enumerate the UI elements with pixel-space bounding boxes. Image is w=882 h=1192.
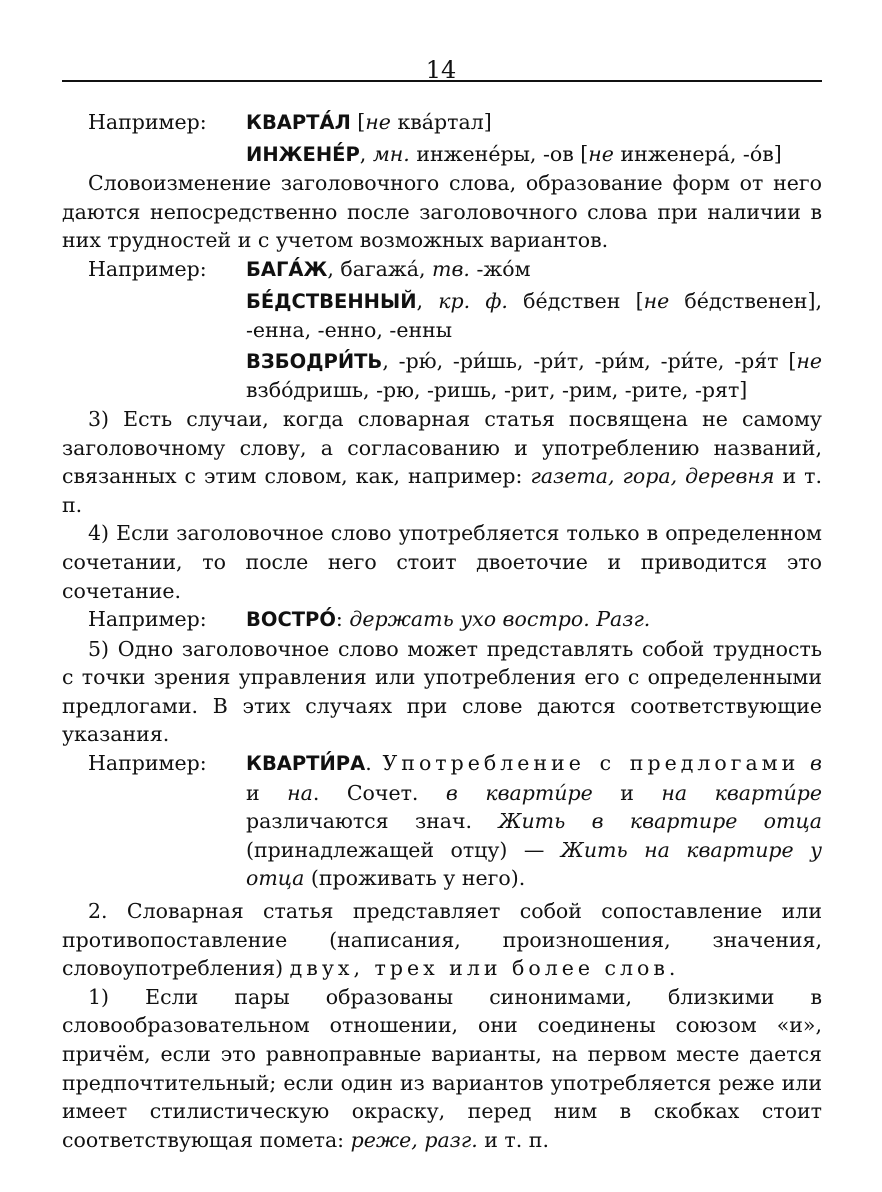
entry-body	[246, 605, 822, 635]
example-inzhener	[62, 140, 822, 170]
entry-italic: мн.	[372, 141, 410, 166]
example-bedstvenny	[62, 287, 822, 345]
headword: КВАРТИ́РА	[246, 752, 366, 776]
header-rule	[62, 80, 822, 82]
entry-text: -жо́м	[469, 256, 531, 281]
entry-text: бе́дственен], -енна, -енно, -енны	[246, 288, 822, 343]
example-vostro	[62, 605, 822, 635]
entry-text	[799, 751, 810, 775]
entry-text: :	[335, 607, 350, 632]
entry-text: (принадлежащей отцу) —	[246, 837, 561, 862]
headword: ИНЖЕНЕ́Р	[246, 142, 360, 166]
example-label-spacer	[62, 287, 246, 345]
headword: БАГА́Ж	[246, 257, 328, 281]
entry-text: .	[365, 751, 383, 776]
example-label: Например:	[88, 607, 207, 632]
entry-text: ,	[359, 141, 373, 166]
entry-body	[246, 749, 822, 893]
page-content	[62, 108, 822, 1154]
example-label: Например:	[88, 256, 207, 281]
entry-italic: тв.	[432, 256, 470, 281]
paragraph-text: и т. п.	[477, 1127, 549, 1152]
paragraph-inflection: Словоизменение заголовочного слова, образование форм от него даются непосредственно после заголовочного слова при наличии в них трудностей и с учетом возможных вариантов.	[62, 171, 822, 253]
example-kvartira	[62, 749, 822, 893]
entry-italic: кр. ф.	[438, 288, 508, 313]
entry-text: инженера́, -о́в]	[613, 141, 782, 166]
paragraph-case-1	[62, 983, 822, 1155]
entry-italic: на	[287, 780, 313, 805]
paragraph-section-2	[62, 897, 822, 983]
entry-body	[246, 255, 822, 285]
entry-italic: не	[643, 288, 670, 313]
entry-text: инжене́ры, -ов [	[409, 141, 589, 166]
entry-text: , -рю́, -ри́шь, -ри́т, -ри́м, -ри́те, -ря́т [	[382, 348, 797, 373]
example-bagazh	[62, 255, 822, 285]
paragraph-text: и т. п.	[62, 464, 822, 517]
entry-body	[246, 287, 822, 345]
example-kvartal	[62, 108, 822, 138]
page-number: 14	[425, 56, 457, 84]
paragraph-text: .	[668, 956, 676, 981]
paragraph-case-4: 4) Если заголовочное слово употребляется только в определенном сочетании, то после него стоит двоеточие и приводится это сочетание.	[62, 521, 822, 603]
entry-text: . Сочет.	[312, 780, 446, 805]
paragraph-italic: газета, гора, деревня	[530, 464, 775, 489]
example-label: Например:	[88, 751, 207, 776]
entry-text: различаются знач.	[246, 809, 499, 834]
paragraph-italic: реже, разг.	[350, 1127, 478, 1152]
entry-text: бе́дствен [	[507, 288, 644, 313]
entry-italic: Жить на квартире у отца	[246, 837, 822, 891]
entry-text: ,	[416, 288, 439, 313]
entry-text: ква́ртал]	[390, 110, 492, 134]
entry-text: взбо́дришь, -рю, -ришь, -рит, -рим, -рите, -рят]	[246, 378, 748, 403]
paragraph-case-3	[62, 405, 822, 519]
paragraph-text: 2. Словарная статья представляет собой сопоставление или противопоставление (написания, произношения, значения, словоупотребления)	[62, 899, 822, 981]
entry-italic: в кварти́ре	[445, 780, 593, 805]
entry-body	[246, 347, 822, 405]
entry-italic: на кварти́ре	[661, 780, 822, 805]
paragraph-case-5: 5) Одно заголовочное слово может представлять собой трудность с точки зрения управления или употребления его с определенными предлогами. В этих случаях при слове даются соответствующие указания.	[62, 636, 822, 747]
example-label: Например:	[88, 110, 207, 134]
example-label-spacer	[62, 140, 246, 170]
entry-text: (проживать у него).	[304, 866, 526, 891]
entry-italic: не	[365, 110, 391, 134]
entry-text: и	[246, 780, 288, 805]
example-vzbodrit	[62, 347, 822, 405]
paragraph-spaced: двух, трех или более слов	[289, 956, 669, 981]
entry-italic: не	[796, 348, 822, 373]
headword: ВОСТРО́	[246, 608, 336, 632]
entry-italic: в	[810, 751, 822, 776]
entry-italic: не	[588, 141, 614, 166]
example-label-spacer	[62, 347, 246, 405]
entry-spaced: Употребление с предлогами	[382, 751, 800, 776]
entry-body	[246, 140, 822, 170]
paragraph-text: 1) Если пары образованы синонимами, близкими в словообразовательном отношении, они соединены союзом «и», причём, если это равноправные варианты, на первом месте дается предпочтительный; если один из вариантов употребляется реже или имеет стилистическую окраску, перед ним в скобках стоит соответствующая помета:	[62, 984, 822, 1152]
entry-italic: Жить в квартире отца	[498, 809, 822, 834]
headword: КВАРТА́Л	[246, 111, 351, 134]
entry-text: , багажа́,	[327, 256, 433, 281]
headword: ВЗБОДРИ́ТЬ	[246, 349, 383, 373]
paragraph-text: 3) Есть случаи, когда словарная статья посвящена не самому заголовочному слову, а согласованию и употреблению названий, связанных с этим словом, как, например:	[62, 406, 822, 489]
entry-italic: держать ухо востро. Разг.	[349, 607, 651, 632]
entry-body	[246, 108, 822, 138]
headword: БЕ́ДСТВЕННЫЙ	[246, 289, 417, 313]
entry-text: [	[350, 110, 366, 134]
entry-text: и	[592, 780, 662, 805]
